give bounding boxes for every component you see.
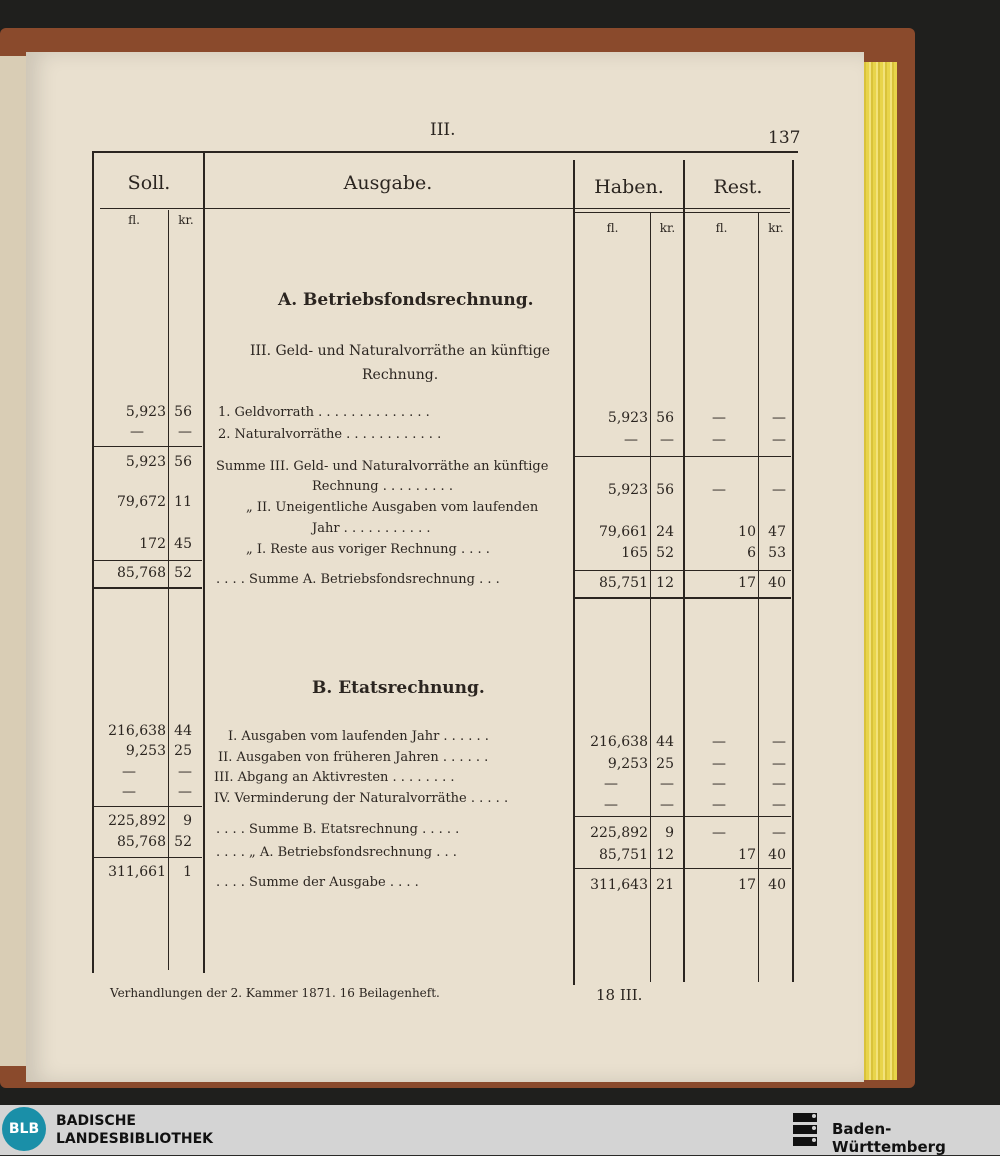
haben-fl: 9,253 <box>607 756 648 772</box>
haben-fl: — <box>604 797 618 813</box>
rest-fl: — <box>712 756 726 772</box>
soll-fl: — <box>122 764 136 780</box>
rest-fl: — <box>712 410 726 426</box>
row-label: Summe III. Geld- und Naturalvorräthe an künftige <box>216 459 549 474</box>
rest-kr: — <box>772 776 786 792</box>
soll-fl: 85,768 <box>117 834 166 850</box>
haben-kr: 12 <box>656 575 674 591</box>
haben-fl: 85,751 <box>599 575 648 591</box>
table-top-rule <box>92 151 798 153</box>
rest-kr: — <box>772 825 786 841</box>
haben-fl: 216,638 <box>590 734 648 750</box>
haben-kr: 24 <box>656 524 674 540</box>
row-label: II. Ausgaben von früheren Jahren . . . . . . <box>218 750 489 765</box>
col-header-ausgabe: Ausgabe. <box>343 172 433 194</box>
soll-fl: 172 <box>139 536 166 552</box>
rest-fl: 6 <box>747 545 756 561</box>
haben-kr: — <box>660 432 674 448</box>
row-label: . . . . Summe B. Etatsrechnung . . . . . <box>216 822 460 837</box>
haben-kr: 44 <box>656 734 674 750</box>
soll-kr: 52 <box>174 834 192 850</box>
soll-fl: 5,923 <box>125 454 166 470</box>
rest-fl: 17 <box>738 877 756 893</box>
col-line <box>792 160 794 982</box>
haben-kr: 52 <box>656 545 674 561</box>
sum-rule <box>575 570 791 571</box>
row-label: „ II. Uneigentliche Ausgaben vom laufenden <box>246 500 539 515</box>
row-label-cont: Rechnung . . . . . . . . . <box>312 479 453 494</box>
sum-rule <box>575 868 791 869</box>
section-a-subtitle: III. Geld- und Naturalvorräthe an künftige <box>250 343 551 359</box>
haben-fl: — <box>604 776 618 792</box>
row-label: IV. Verminderung der Naturalvorräthe . . . . . <box>214 791 509 806</box>
col-line <box>683 160 685 982</box>
soll-fl: 225,892 <box>108 813 166 829</box>
soll-kr: 9 <box>183 813 192 829</box>
subheader-kr: kr. <box>178 213 194 227</box>
rest-kr: — <box>772 410 786 426</box>
footer-signature: 18 III. <box>596 986 643 1004</box>
rest-fl: — <box>712 797 726 813</box>
haben-kr: 25 <box>656 756 674 772</box>
soll-kr: — <box>178 784 192 800</box>
rest-kr: — <box>772 734 786 750</box>
total-rule <box>94 587 202 589</box>
sum-rule <box>94 806 202 807</box>
library-name-line1: BADISCHE <box>56 1113 136 1129</box>
soll-kr: 56 <box>174 454 192 470</box>
row-label: . . . . Summe A. Betriebsfondsrechnung . . . <box>216 572 500 587</box>
rest-kr: 47 <box>768 524 786 540</box>
section-a-title: A. Betriebsfondsrechnung. <box>278 290 534 310</box>
previous-page-edge <box>0 56 26 1066</box>
soll-kr: 1 <box>183 864 192 880</box>
haben-kr: 21 <box>656 877 674 893</box>
soll-kr: 45 <box>174 536 192 552</box>
blb-logo[interactable]: BLB <box>2 1107 46 1151</box>
rest-fl: — <box>712 482 726 498</box>
soll-fl: 85,768 <box>117 565 166 581</box>
rest-fl: — <box>712 825 726 841</box>
rest-fl: — <box>712 776 726 792</box>
footer-reference: Verhandlungen der 2. Kammer 1871. 16 Beilagenheft. <box>110 986 440 1000</box>
subheader-fl: fl. <box>128 213 140 227</box>
rest-fl: — <box>712 432 726 448</box>
haben-kr: 9 <box>665 825 674 841</box>
soll-fl: 9,253 <box>125 743 166 759</box>
rest-fl: 10 <box>738 524 756 540</box>
col-line <box>168 210 169 970</box>
soll-kr: 52 <box>174 565 192 581</box>
row-label: 1. Geldvorrath . . . . . . . . . . . . . . <box>218 405 430 420</box>
haben-kr: 56 <box>656 482 674 498</box>
rest-kr: 40 <box>768 877 786 893</box>
soll-kr: 11 <box>174 494 192 510</box>
haben-fl: 79,661 <box>599 524 648 540</box>
row-label: 2. Naturalvorräthe . . . . . . . . . . . . <box>218 427 442 442</box>
rest-fl: 17 <box>738 847 756 863</box>
row-label-cont: Jahr . . . . . . . . . . . <box>312 521 431 536</box>
soll-kr: — <box>178 424 192 440</box>
col-header-rest: Rest. <box>713 176 763 198</box>
rest-kr: 40 <box>768 847 786 863</box>
haben-kr: — <box>660 776 674 792</box>
section-b-title: B. Etatsrechnung. <box>312 678 485 698</box>
lions-coat-of-arms-icon <box>790 1111 820 1149</box>
haben-fl: 311,643 <box>590 877 648 893</box>
col-header-soll: Soll. <box>127 172 171 194</box>
sum-rule <box>94 560 202 561</box>
haben-fl: — <box>624 432 638 448</box>
row-label: „ I. Reste aus voriger Rechnung . . . . <box>246 542 490 557</box>
haben-kr: — <box>660 797 674 813</box>
rest-kr: — <box>772 482 786 498</box>
haben-kr: 56 <box>656 410 674 426</box>
soll-fl: 311,661 <box>108 864 166 880</box>
rest-fl: 17 <box>738 575 756 591</box>
rest-kr: — <box>772 797 786 813</box>
rest-kr: — <box>772 432 786 448</box>
subheader-kr: kr. <box>768 221 784 235</box>
soll-kr: — <box>178 764 192 780</box>
sum-rule <box>94 857 202 858</box>
library-name-line2: LANDESBIBLIOTHEK <box>56 1131 214 1147</box>
soll-fl: 5,923 <box>125 404 166 420</box>
col-header-haben: Haben. <box>594 176 664 198</box>
soll-fl: 216,638 <box>108 723 166 739</box>
state-name: Baden-Württemberg <box>832 1120 946 1156</box>
haben-fl: 165 <box>621 545 648 561</box>
section-roman: III. <box>430 120 456 140</box>
haben-fl: 225,892 <box>590 825 648 841</box>
row-label: I. Ausgaben vom laufenden Jahr . . . . . . <box>228 729 489 744</box>
haben-kr: 12 <box>656 847 674 863</box>
section-a-subtitle-cont: Rechnung. <box>362 367 439 383</box>
subheader-fl: fl. <box>606 221 619 235</box>
col-line <box>92 151 94 973</box>
row-label: . . . . Summe der Ausgabe . . . . <box>216 875 419 890</box>
rest-fl: — <box>712 734 726 750</box>
rest-kr: — <box>772 756 786 772</box>
col-line <box>203 151 205 973</box>
soll-kr: 44 <box>174 723 192 739</box>
library-name <box>56 1112 213 1148</box>
page-number: 137 <box>768 128 801 148</box>
sum-rule <box>575 816 791 817</box>
rest-kr: 53 <box>768 545 786 561</box>
row-label: III. Abgang an Aktivresten . . . . . . . . <box>214 770 455 785</box>
haben-fl: 5,923 <box>607 410 648 426</box>
soll-kr: 25 <box>174 743 192 759</box>
col-line <box>573 160 575 985</box>
rest-kr: 40 <box>768 575 786 591</box>
row-label: . . . . „ A. Betriebsfondsrechnung . . . <box>216 845 457 860</box>
sum-rule <box>94 446 202 447</box>
haben-fl: 85,751 <box>599 847 648 863</box>
subheader-kr: kr. <box>659 221 676 235</box>
soll-kr: 56 <box>174 404 192 420</box>
subheader-fl: fl. <box>715 221 728 235</box>
soll-fl: — <box>122 784 136 800</box>
soll-fl: 79,672 <box>117 494 166 510</box>
sum-rule <box>575 456 791 457</box>
haben-fl: 5,923 <box>607 482 648 498</box>
soll-fl: — <box>130 424 144 440</box>
total-rule <box>575 597 791 599</box>
